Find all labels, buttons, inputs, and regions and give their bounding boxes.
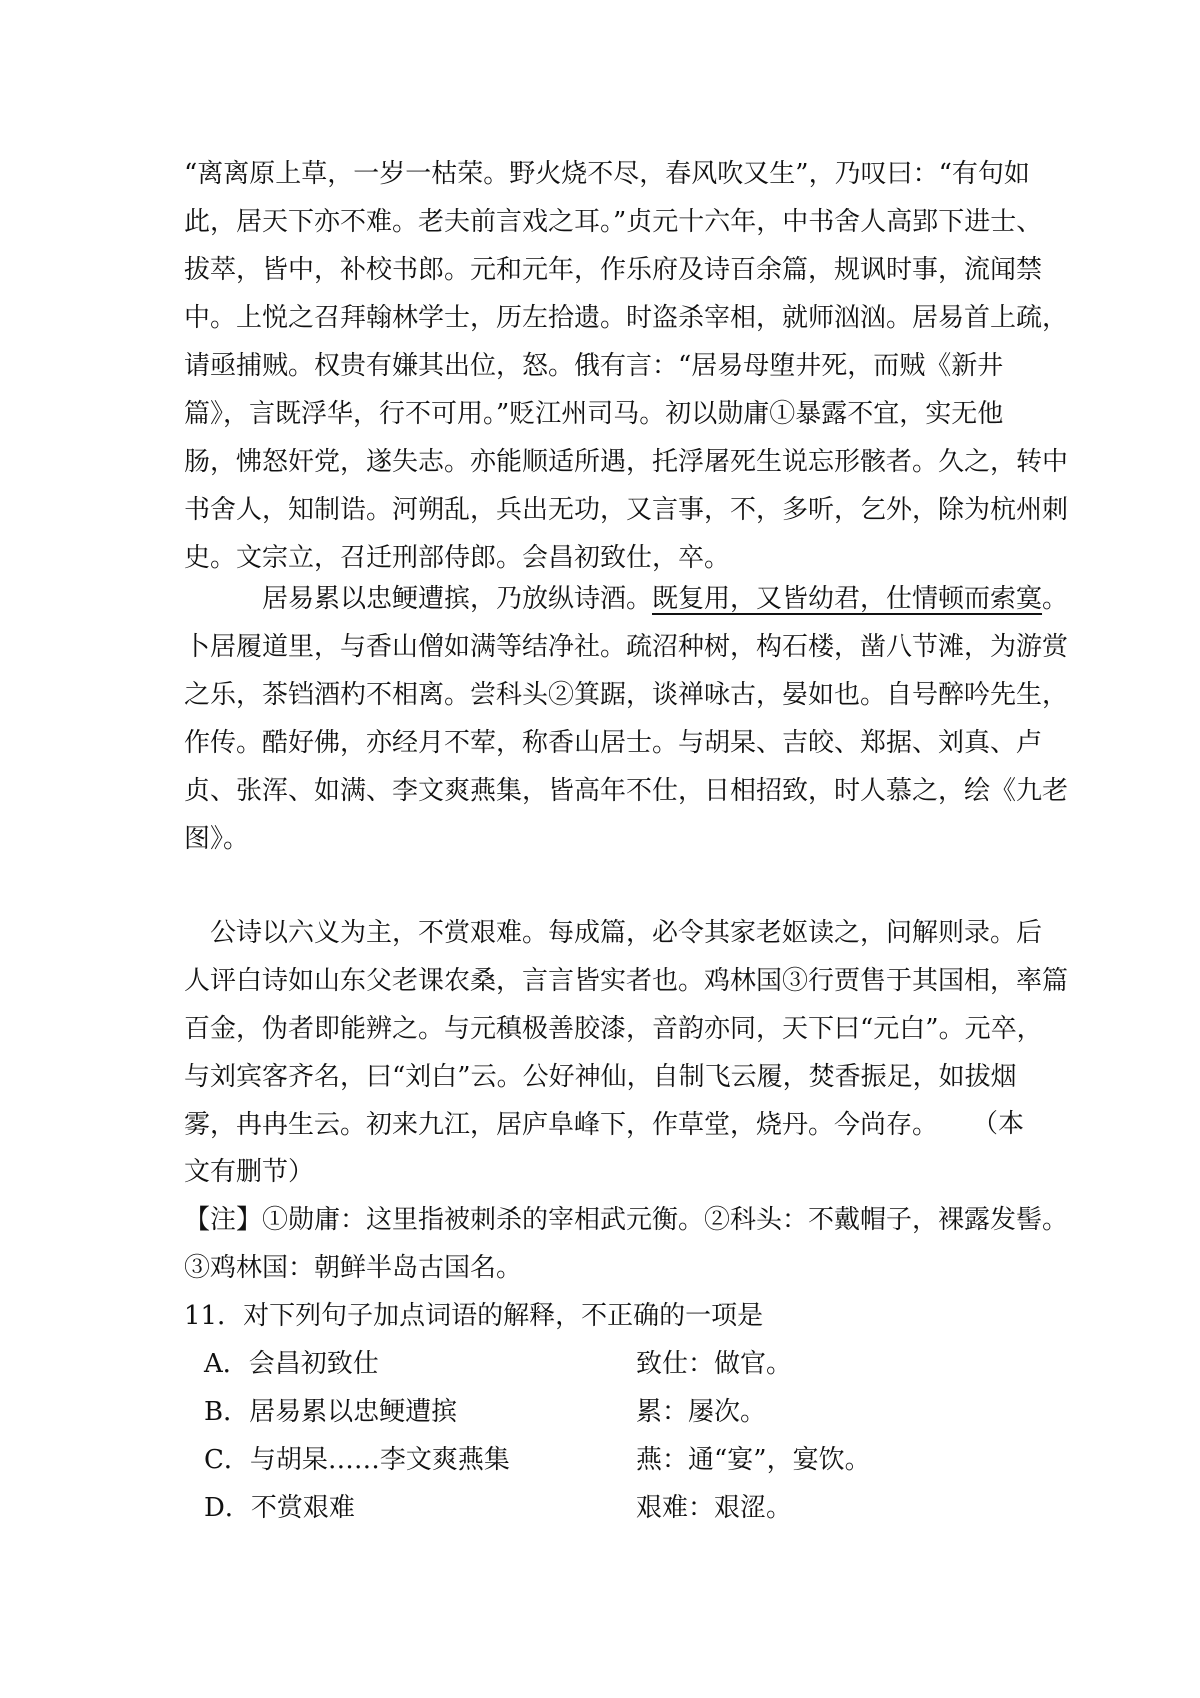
option-explanation: 致仕：做官。: [636, 1349, 793, 1379]
paragraph-biography: [184, 150, 1069, 582]
text-line: 作传。酷好佛，亦经月不荤，称香山居士。与胡杲、吉皎、郑据、刘真、卢: [184, 728, 1043, 758]
question-option-c: [184, 1436, 1024, 1484]
text-line: 中。上悦之召拜翰林学士，历左拾遗。时盗杀宰相，就师汹汹。居易首上疏，: [184, 303, 1069, 333]
option-text: D．不赏艰难: [204, 1493, 355, 1523]
underlined-sentence: 既复用，又皆幼君，仕情顿而索寞: [652, 584, 1043, 614]
source-note-line: 文有删节）: [184, 1157, 315, 1187]
text-line: 百金，伪者即能辨之。与元稹极善胶漆，音韵亦同，天下曰“元白”。元卒，: [184, 1014, 1043, 1044]
annotation-line: ③鸡林国：朝鲜半岛古国名。: [184, 1253, 523, 1283]
option-text: B．居易累以忠鲠遭摈: [204, 1397, 458, 1427]
option-explanation: 累：屡次。: [636, 1397, 767, 1427]
paragraph-later-life: [184, 575, 1069, 863]
source-note-line: （本: [971, 1109, 1024, 1139]
text-segment: 。: [1042, 584, 1069, 614]
text-line-first: 公诗以六义为主，不赏艰难。每成篇，必令其家老妪读之，问解则录。后: [210, 918, 1043, 948]
text-line: 肠，怫怒奸党，遂失志。亦能顺适所遇，托浮屠死生说忘形骸者。久之，转中: [184, 447, 1069, 477]
text-segment: 居易累以忠鲠遭摈，乃放纵诗酒。: [262, 584, 653, 614]
text-line: “离离原上草，一岁一枯荣。野火烧不尽，春风吹又生”，乃叹曰：“有句如: [184, 159, 1030, 189]
text-line: 史。文宗立，召迁刑部侍郎。会昌初致仕，卒。: [184, 543, 731, 573]
text-line: 贞、张浑、如满、李文爽燕集，皆高年不仕，日相招致，时人慕之，绘《九老: [184, 776, 1069, 806]
text-line: 篇》，言既浮华，行不可用。”贬江州司马。初以勋庸①暴露不宜，实无他: [184, 399, 1004, 429]
question-option-b: [184, 1388, 1024, 1436]
question-option-a: [184, 1340, 1024, 1388]
annotation-line: 【注】①勋庸：这里指被刺杀的宰相武元衡。②科头：不戴帽子，裸露发髻。: [184, 1205, 1069, 1235]
question-option-d: [184, 1484, 1024, 1532]
text-line-first: [184, 575, 1069, 623]
notes-and-question: [184, 1100, 1069, 1532]
text-line: 人评白诗如山东父老课农桑，言言皆实者也。鸡林国③行贾售于其国相，率篇: [184, 966, 1069, 996]
text-line: 与刘宾客齐名，曰“刘白”云。公好神仙，自制飞云履，焚香振足，如拔烟: [184, 1062, 1017, 1092]
text-line: 图》。: [184, 824, 250, 854]
option-text: A．会昌初致仕: [204, 1349, 379, 1379]
text-line: 雾，冉冉生云。初来九江，居庐阜峰下，作草堂，烧丹。今尚存。: [184, 1110, 939, 1140]
text-line: 卜居履道里，与香山僧如满等结净社。疏沼种树，构石楼，凿八节滩，为游赏: [184, 632, 1069, 662]
question-stem: 11．对下列句子加点词语的解释，不正确的一项是: [184, 1301, 764, 1331]
option-text: C．与胡杲……李文爽燕集: [204, 1445, 510, 1475]
option-explanation: 燕：通“宴”，宴饮。: [636, 1445, 871, 1475]
text-line: 此，居天下亦不难。老夫前言戏之耳。”贞元十六年，中书舍人高郢下进士、: [184, 207, 1043, 237]
option-explanation: 艰难：艰涩。: [636, 1493, 793, 1523]
text-line: 之乐，茶铛酒杓不相离。尝科头②箕踞，谈禅咏古，晏如也。自号醉吟先生，: [184, 680, 1069, 710]
text-line: 书舍人，知制诰。河朔乱，兵出无功，又言事，不，多听，乞外，除为杭州刺: [184, 495, 1069, 525]
text-line: 拔萃，皆中，补校书郎。元和元年，作乐府及诗百余篇，规讽时事，流闻禁: [184, 255, 1043, 285]
text-line: 请亟捕贼。权贵有嫌其出位，怒。俄有言：“居易母堕井死，而贼《新井: [184, 351, 1004, 381]
